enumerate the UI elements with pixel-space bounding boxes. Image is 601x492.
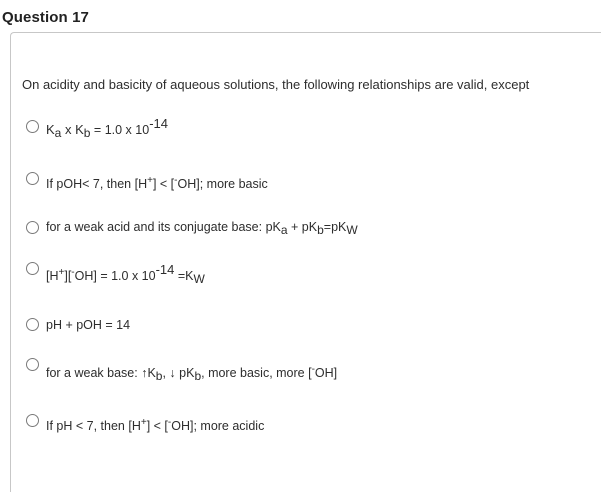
- answer-option-6-text: for a weak base: ↑Kb, ↓ pKb, more basic, more [-OH]: [46, 364, 338, 383]
- radio-button-6[interactable]: [26, 358, 39, 371]
- question-title: Question 17: [2, 9, 89, 26]
- answer-option-1-text: Ka x Kb = 1.0 x 10-14: [46, 116, 168, 140]
- question-prompt: On acidity and basicity of aqueous solutions, the following relationships are valid, except: [22, 77, 530, 92]
- radio-button-7[interactable]: [26, 414, 39, 427]
- answer-option-3[interactable]: [26, 221, 406, 243]
- answer-option-7-text: If pH < 7, then [H+] < [-OH]; more acidic: [46, 417, 265, 433]
- answer-option-1[interactable]: [26, 116, 226, 144]
- radio-button-2[interactable]: [26, 172, 39, 185]
- question-header: [0, 0, 601, 34]
- answer-option-2[interactable]: [26, 172, 306, 194]
- answer-option-3-text: for a weak acid and its conjugate base: pKa + pKb=pKW: [46, 220, 358, 237]
- radio-button-1[interactable]: [26, 120, 39, 133]
- answer-option-4[interactable]: [26, 262, 246, 288]
- answer-option-4-text: [H+][-OH] = 1.0 x 10-14 =KW: [46, 262, 205, 286]
- radio-button-5[interactable]: [26, 318, 39, 331]
- answer-option-7[interactable]: [26, 414, 306, 436]
- radio-button-3[interactable]: [26, 221, 39, 234]
- answer-option-6[interactable]: [26, 358, 386, 382]
- answer-option-2-text: If pOH< 7, then [H+] < [-OH]; more basic: [46, 175, 268, 191]
- answer-option-5-text: pH + pOH = 14: [46, 318, 131, 332]
- radio-button-4[interactable]: [26, 262, 39, 275]
- answer-option-5[interactable]: [26, 318, 166, 336]
